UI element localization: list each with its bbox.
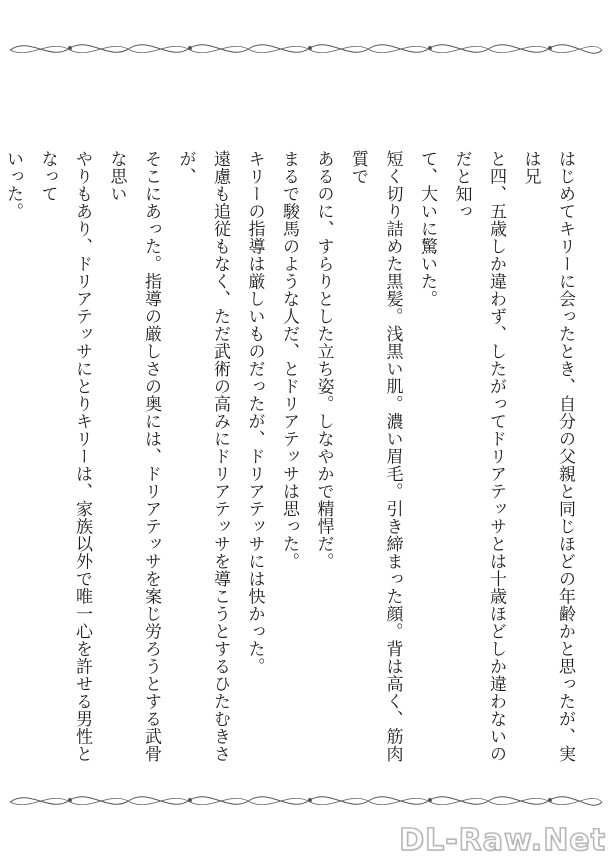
- text-line: と四、五歳しか違わず、したがってドリアテッサとは十歳ほどしか違わないのだと知っ: [451, 150, 506, 763]
- text-line: キリーの指導は厳しいものだったが、ドリアテッサには快かった。: [244, 150, 265, 675]
- text-line: やりもあり、ドリアテッサにとりキリーは、家族以外で唯一心を許せる男性となって: [37, 150, 92, 763]
- text-line: いった。: [3, 150, 23, 220]
- text-line: 短く切り詰めた黒髪。浅黒い肌。濃い眉毛。引き締まった顔。背は高く、筋肉質で: [348, 150, 403, 763]
- vertical-body-text: [3, 150, 582, 770]
- text-line: 遠慮も追従もなく、ただ武術の高みにドリアテッサを導こうとするひたむきさが、: [175, 150, 230, 763]
- text-line: あるのに、すらりとした立ち姿。しなやかで精悍だ。: [313, 150, 334, 570]
- text-line: て、大いに驚いた。: [417, 150, 437, 308]
- top-ornament-border: [0, 28, 612, 68]
- bottom-ornament-border: [0, 782, 612, 822]
- watermark-logo: DL-Raw.Net: [399, 823, 606, 858]
- text-line: そこにあった。指導の厳しさの奥には、ドリアテッサを案じ労ろうとする武骨な思い: [106, 150, 161, 763]
- text-line: はじめてキリーに会ったとき、自分の父親と同じほどの年齢かと思ったが、実は兄: [520, 150, 575, 763]
- text-line: まるで駿馬のような人だ、とドリアテッサは思った。: [279, 150, 299, 570]
